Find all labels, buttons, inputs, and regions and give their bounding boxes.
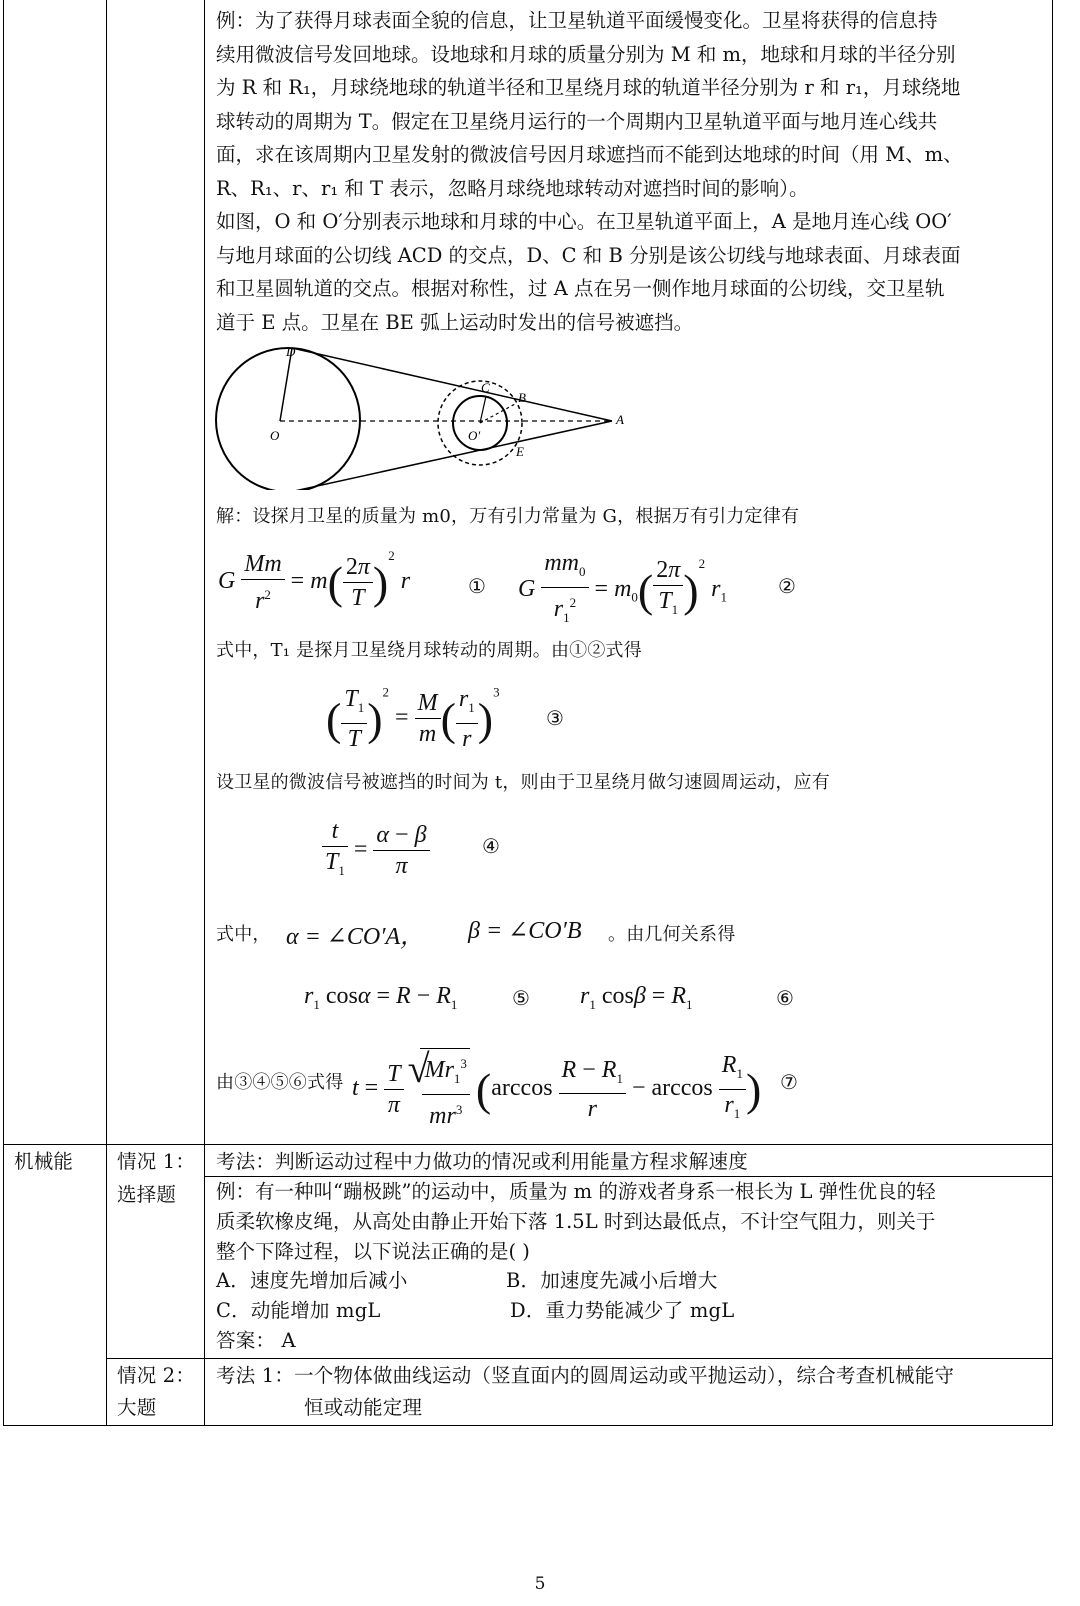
angle-alpha-definition: α = ∠CO′A， [286, 924, 425, 950]
equation-6: $r_1$ $\cos\beta = R_1$ [580, 983, 693, 1012]
table-border-bottom [3, 1425, 1053, 1426]
radius-ob [480, 404, 515, 423]
equation-4-number: ④ [482, 834, 500, 858]
radius-oc [480, 396, 486, 423]
equation-1: G $\frac{Mm}{r^2}$ = m( $\frac{2\pi}{T}$ )$^2$ r [218, 548, 411, 614]
problem-line: 如图，O 和 O′分别表示地球和月球的中心。在卫星轨道平面上，A 是地月连心线 OO′ [216, 210, 952, 233]
t1-note: 式中，T₁ 是探月卫星绕月球转动的周期。由①②式得 [216, 640, 642, 661]
problem-line: 球转动的周期为 T。假定在卫星绕月运行的一个周期内卫星轨道平面与地月连心线共 [216, 109, 938, 133]
example-line: 整个下降过程，以下说法正确的是( ) [216, 1240, 530, 1263]
label-b: B [518, 390, 526, 405]
example-line: 质柔软橡皮绳，从高处由静止开始下落 1.5L 时到达最低点，不计空气阻力，则关于 [216, 1210, 936, 1233]
equation-5: $r_1$ $\cos\alpha = R - R_1$ [304, 983, 458, 1012]
angle-suffix: 。由几何关系得 [608, 924, 736, 945]
problem-line: 续用微波信号发回地球。设地球和月球的质量分别为 M 和 m，地球和月球的半径分别 [216, 42, 956, 66]
table-border-col2 [106, 0, 107, 1426]
problem-line: R、R₁、r、r₁ 和 T 表示，忽略月球绕地球转动对遮挡时间的影响）。 [216, 176, 809, 200]
table-border-right [1052, 0, 1053, 1426]
case1-label-line1: 情况 1： [117, 1150, 196, 1173]
table-border-col3 [204, 0, 205, 1426]
problem-line: 与地月球面的公切线 ACD 的交点，D、C 和 B 分别是该公切线与地球表面、月球表面 [216, 243, 961, 267]
option-c: C．动能增加 mgL [216, 1299, 381, 1322]
equation-2-number: ② [778, 574, 796, 598]
case2-label-line1: 情况 2： [117, 1364, 196, 1387]
equation-3: ( $\frac{T_1}{T}$ )$^2$ = $\frac{M}{m}$ ( $\frac{r_1}{r}$ )$^3$ [326, 684, 500, 752]
problem-line: 为 R 和 R₁，月球绕地球的轨道半径和卫星绕月球的轨道半径分别为 r 和 r₁，月球绕地 [216, 76, 961, 99]
t-note: 设卫星的微波信号被遮挡的时间为 t，则由于卫星绕月做匀速圆周运动，应有 [216, 772, 830, 793]
option-b: B．加速度先减小后增大 [506, 1269, 718, 1292]
equation-7: t = $\frac{T}{\pi}$ √ $\frac{Mr_1^3}{mr^3}$ (arccos $\frac{R - R_1}{r}$ − arccos $\frac{R_1}{r_1}$ ) [352, 1046, 762, 1129]
answer: 答案： A [216, 1329, 296, 1352]
example-line: 例：有一种叫“蹦极跳”的运动中，质量为 m 的游戏者身系一根长为 L 弹性优良的轻 [216, 1180, 936, 1203]
equation-7-number: ⑦ [780, 1070, 798, 1094]
case2-method-line2: 恒或动能定理 [304, 1396, 423, 1419]
problem-line: 道于 E 点。卫星在 BE 弧上运动时发出的信号被遮挡。 [216, 310, 694, 334]
problem-line: 例：为了获得月球表面全貌的信息，让卫星轨道平面缓慢变化。卫星将获得的信息持 [216, 9, 938, 32]
earth-moon-figure [210, 340, 650, 490]
table-border-left [3, 0, 4, 1426]
option-d: D．重力势能减少了 mgL [510, 1299, 735, 1322]
case1-label-line2: 选择题 [117, 1183, 177, 1206]
final-prefix: 由③④⑤⑥式得 [216, 1072, 344, 1093]
equation-5-number: ⑤ [512, 986, 530, 1010]
case1-method: 考法：判断运动过程中力做功的情况或利用能量方程求解速度 [216, 1150, 748, 1173]
equation-6-number: ⑥ [776, 986, 794, 1010]
tangent-line-lower [290, 421, 612, 490]
angle-beta-definition: β = ∠CO′B [468, 918, 582, 944]
label-c: C [481, 380, 490, 395]
case1-example [216, 1177, 1046, 1267]
page-number: 5 [534, 1574, 546, 1594]
label-o-prime: O′ [468, 428, 481, 443]
case2-method-line1: 考法 1：一个物体做曲线运动（竖直面内的圆周运动或平抛运动），综合考查机械能守 [216, 1364, 955, 1387]
label-o: O [270, 428, 280, 443]
option-a: A．速度先增加后减小 [216, 1269, 408, 1292]
label-a: A [616, 412, 624, 427]
equation-1-number: ① [468, 574, 486, 598]
problem-line: 和卫星圆轨道的交点。根据对称性，过 A 点在另一侧作地月球面的公切线，交卫星轨 [216, 277, 945, 300]
category-label: 机械能 [14, 1150, 74, 1173]
label-e: E [516, 444, 524, 459]
solution-intro: 解：设探月卫星的质量为 m0，万有引力常量为 G，根据万有引力定律有 [216, 506, 800, 527]
equation-2: G $\frac{mm_0}{r_1^2}$ = $m_0$( $\frac{2\pi}{T_1}$ )$^2$ $r_1$ [518, 550, 727, 625]
angle-prefix: 式中， [216, 924, 271, 945]
equation-4: $\frac{t}{T_1}$ = $\frac{\alpha - \beta}{\pi}$ [322, 816, 430, 886]
case2-label-line2: 大题 [117, 1396, 157, 1419]
label-d: D [286, 344, 296, 359]
tangent-line-upper [292, 348, 612, 421]
problem-line: 面，求在该周期内卫星发射的微波信号因月球遮挡而不能到达地球的时间（用 M、m、 [216, 143, 963, 166]
problem-text [216, 4, 1046, 339]
equation-3-number: ③ [546, 706, 564, 730]
